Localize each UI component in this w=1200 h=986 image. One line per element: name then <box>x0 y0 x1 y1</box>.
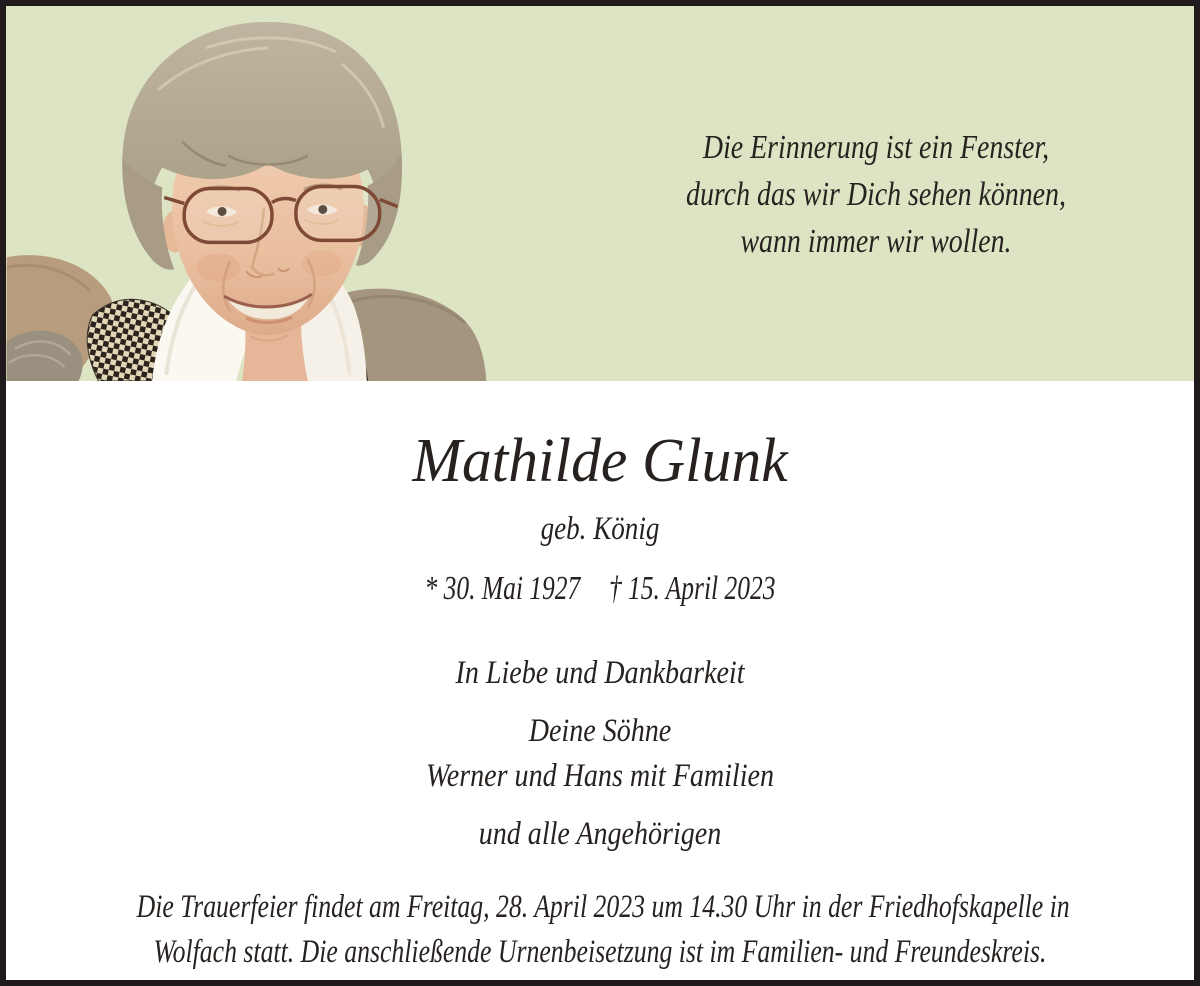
death-date: † 15. April 2023 <box>608 570 776 607</box>
portrait-photo <box>6 6 506 381</box>
deceased-name: Mathilde Glunk <box>412 427 788 495</box>
tribute-line: Werner und Hans mit Familien <box>425 758 775 794</box>
tribute-block <box>6 651 1194 857</box>
quote-line: durch das wir Dich sehen können, <box>686 176 1066 213</box>
quote-line: Die Erinnerung ist ein Fenster, <box>702 129 1050 166</box>
tribute-line: Deine Söhne <box>528 713 672 749</box>
funeral-line: Die Trauerfeier findet am Freitag, 28. April 2023 um 14.30 Uhr in der Friedhofskapelle in <box>136 889 1070 925</box>
tribute-line: In Liebe und Dankbarkeit <box>455 655 745 691</box>
memorial-quote <box>566 124 1186 265</box>
quote-line: wann immer wir wollen. <box>740 223 1012 260</box>
birth-date: * 30. Mai 1927 <box>424 570 581 607</box>
body-section <box>6 381 1194 975</box>
funeral-info <box>6 885 1194 975</box>
tribute-line: und alle Angehörigen <box>478 816 722 852</box>
maiden-name: geb. König <box>540 511 660 547</box>
funeral-line: Wolfach statt. Die anschließende Urnenbeisetzung ist im Familien- und Freundeskreis. <box>153 934 1047 970</box>
life-dates <box>155 567 1046 611</box>
header-section <box>6 6 1194 381</box>
